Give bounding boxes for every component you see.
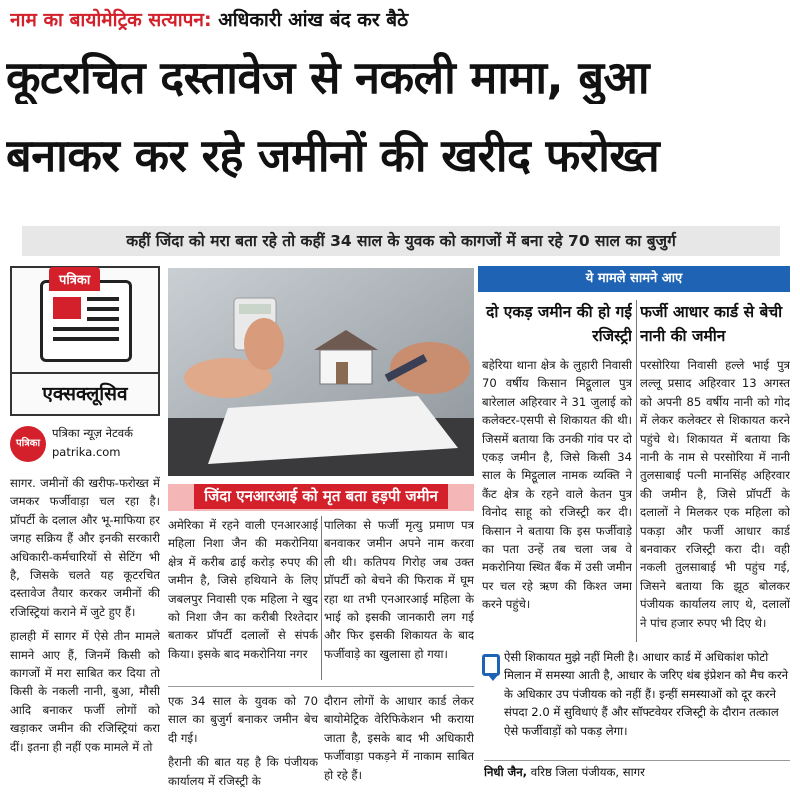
official-name: निधी जैन, [484, 765, 528, 779]
quote-text: ऐसी शिकायत मुझे नहीं मिली है। आधार कार्ड में अधिकांश फोटो मिलान में समस्या आती है, आधार के जरिए थंब इंप्रेशन को मैच करने के अधिकार उप पंजीयक को नहीं हैं। इन्हीं समस्याओं को दूर करने संपदा 2.0 में सुविधाएं हैं और सॉफ्टवेयर रजिस्ट्री के दौरान तत्काल ऐसे फर्जीवाड़ों को पकड़ लेगा। [504, 650, 789, 738]
nri-column-1: अमेरिका में रहने वाली एनआरआई महिला निशा जैन की मकरोनिया क्षेत्र में करीब ढाई करोड़ रुपए की जमीन है, जिसे हथियाने के लिए जबलपुर निवासी एक महिला ने खुद को निशा जैन का करीबी रिश्तेदार बताकर प्रॉपर्टी दलालों से संपर्क किया। इसके बाद मकरोनिया नगर [168, 518, 318, 661]
case-1-title: दो एकड़ जमीन की हो गई रजिस्ट्री [486, 303, 632, 345]
kicker-line [10, 6, 790, 36]
bottom-column-2: दौरान लोगों के आधार कार्ड लेकर बायोमेट्रिक वेरिफिकेशन भी कराया जाता है, इसके बाद भी अधिकारी फर्जीवाड़ा पकड़ने में नाकाम साबित हो रहे हैं। [324, 694, 474, 782]
left-paragraph-1: सागर. जमीनों की खरीफ-फरोख्त में जमकर फर्जीवाड़ा चल रहा है। प्रॉपर्टी के दलाल और भू-माफिया हर जगह सक्रिय हैं और इनकी सरकारी अधिकारी-कर्मचारियों से सेटिंग भी है, जिसके चलते यह कूटरचित दस्तावेज तैयार करकर जमीनों की रजिस्ट्रियां कराने में जुटे हुए हैं। [10, 476, 160, 619]
publisher-url[interactable]: patrika.com [52, 445, 121, 459]
exclusive-brand-box [10, 266, 160, 416]
case-1-text: बहेरिया थाना क्षेत्र के लुहारी निवासी 70 वर्षीय किसान मिट्ठूलाल पुत्र बारेलाल अहिरवार ने 31 जुलाई को कलेक्टर-एसपी से शिकायत की थी। जिसमें बताया कि उनकी गांव पर दो एकड़ जमीन है, जिसे किसी 34 साल के मिट्ठूलाल नामक व्यक्ति ने कैंट क्षेत्र के रहने वाले केतन पुत्र विनोद साहू को रजिस्ट्री कर दी। किसान ने बताया कि इस फर्जीवाड़े का पता उन्हें तब चला जब वे मकरोनिया स्थित बैंक में उसी जमीन पर चल रहे ऋण की किश्त जमा करने पहुंचे। [482, 358, 632, 612]
nri-column-2: पालिका से फर्जी मृत्यु प्रमाण पत्र बनवाकर जमीन अपने नाम करवा ली थी। कतिपय गिरोह जब उक्त प्रॉपर्टी को बेचने की फिराक में घूम रहा था तभी एनआरआई महिला के भाई को इसकी जानकारी लग गई और फिर इसकी शिकायत के बाद फर्जीवाड़े का खुलासा हो गया। [324, 518, 474, 661]
bottom-paragraph-1: एक 34 साल के युवक को 70 साल का बुजुर्ग बनाकर जमीन बेच दी गई। [168, 694, 318, 745]
headline-line-2: बनाकर कर रहे जमीनों की खरीद फरोख्त [6, 130, 660, 182]
left-paragraph-2: हालही में सागर में ऐसे तीन मामले सामने आए हैं, जिनमें किसी को कागजों में मरा साबित कर दिया तो किसी के नकली नानी, बुआ, मौसी आदि बनाकर फर्जी लोगों को खड़ाकर जमीन की रजिस्ट्रियां करा दीं। इतना ही नहीं एक मामले में तो [10, 629, 160, 754]
kicker-text: अधिकारी आंख बंद कर बैठे [211, 9, 409, 31]
section-divider [168, 686, 474, 687]
publisher-block [10, 424, 160, 466]
nri-story-heading [168, 484, 474, 511]
cases-divider [636, 300, 637, 642]
case-2-text: परसोरिया निवासी हल्ले भाई पुत्र लल्लू प्रसाद अहिरवार 13 अगस्त को अपनी 85 वर्षीय नानी को गोद में लेकर कलेक्टर से शिकायत करने पहुंचे थे। शिकायत में बताया कि नानी के नाम से परसोरिया में नानी तुलसाबाई पत्नी मानसिंह अहिरवार की जमीन है, जिसे प्रॉपर्टी के दलालों ने मिलकर एक महिला को पकड़ा और फर्जी आधार कार्ड बनवाकर रजिस्ट्री करा दी। वही नकली तुलसाबाई भी पहुंच गई, जिसने बताया कि झूठ बोलकर पंजीयक कार्यालय लाए थे, दलालों ने पांच हजार रुपए भी दिए थे। [640, 358, 790, 630]
official-designation: वरिष्ठ जिला पंजीयक, सागर [527, 765, 645, 779]
cases-section-bar: ये मामले सामने आए [478, 266, 790, 292]
patrika-logo-badge: पत्रिका [10, 426, 46, 462]
subheadline: कहीं जिंदा को मरा बता रहे तो कहीं 34 साल के युवक को कागजों में बना रहे 70 साल का बुजुर्ग [22, 226, 780, 256]
case-2-title: फर्जी आधार कार्ड से बेची नानी की जमीन [640, 303, 783, 345]
left-column [10, 474, 160, 794]
kicker-label: नाम का बायोमेट्रिक सत्यापन: [10, 9, 212, 31]
exclusive-label: एक्सक्लूसिव [12, 372, 158, 414]
bottom-paragraph-2: हैरानी की बात यह है कि पंजीयक कार्यालय में रजिस्ट्री के [168, 755, 318, 788]
official-quote [482, 648, 790, 758]
nri-heading-text: जिंदा एनआरआई को मृत बता हड़पी जमीन [194, 484, 448, 509]
column-divider [321, 516, 322, 680]
bottom-column-1 [168, 692, 318, 792]
logo-tag: पत्रिका [49, 267, 100, 291]
headline-line-1: कूटरचित दस्तावेज से नकली मामा, बुआ [6, 52, 650, 104]
news-network-name: पत्रिका न्यूज़ नेटवर्क [52, 426, 133, 440]
newspaper-icon [40, 273, 132, 362]
quote-attribution [484, 760, 790, 782]
quote-icon [482, 654, 500, 676]
article-photo [168, 268, 474, 476]
